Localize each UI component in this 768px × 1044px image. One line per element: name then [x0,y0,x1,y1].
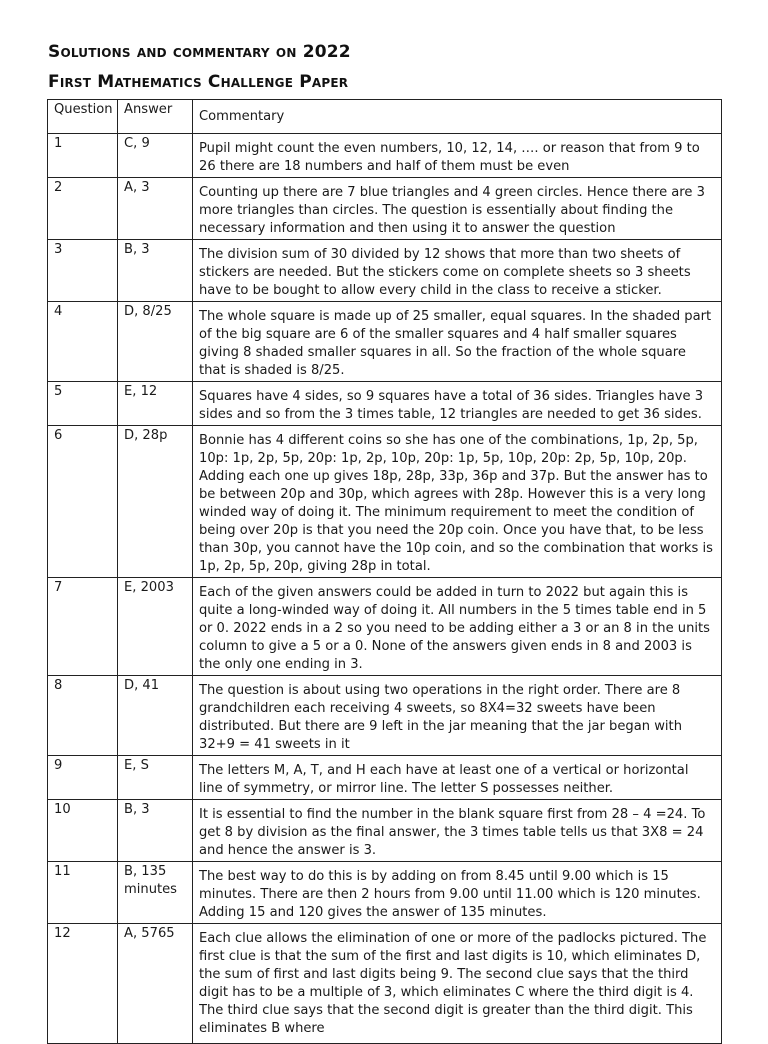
commentary-cell: Bonnie has 4 different coins so she has one of the combinations, 1p, 2p, 5p, 10p: 1p, 2p, 5p, 20p: 1p, 2p, 10p, 20p: 1p, 5p, 10p, 20p: 2p, 5p, 10p, 20p. Adding each one up gives 18p, 28p, 33p, 36p and 37p. But the answer has to be between 20p and 30p, which agrees with 28p. However this is a very long winded way of doing it. The minimum requirement to meet the condition of being over 20p is that you need the 20p coin. Once you have that, to be less than 30p, you cannot have the 10p coin, and so the combination that works is 1p, 2p, 5p, 20p, giving 28p in total. [193,426,722,578]
header-commentary: Commentary [193,100,722,134]
table-row [48,924,722,1044]
table-header-row [48,100,722,134]
answer-cell: B, 3 [118,240,193,302]
table-row [48,178,722,240]
question-number: 4 [48,302,118,382]
question-number: 8 [48,676,118,756]
answer-cell: C, 9 [118,134,193,178]
commentary-cell: The letters M, A, T, and H each have at least one of a vertical or horizontal line of symmetry, or mirror line. The letter S possesses neither. [193,756,722,800]
commentary-cell: The question is about using two operations in the right order. There are 8 grandchildren each receiving 4 sweets, so 8X4=32 sweets have been distributed. But there are 9 left in the jar meaning that the jar began with 32+9 = 41 sweets in it [193,676,722,756]
header-question: Question [48,100,118,134]
solutions-table [47,99,722,1044]
answer-cell: D, 8/25 [118,302,193,382]
answer-cell: E, 2003 [118,578,193,676]
answer-cell: A, 5765 [118,924,193,1044]
answer-cell: E, S [118,756,193,800]
commentary-cell: The best way to do this is by adding on from 8.45 until 9.00 which is 15 minutes. There are then 2 hours from 9.00 until 11.00 which is 120 minutes. Adding 15 and 120 gives the answer of 135 minutes. [193,862,722,924]
commentary-cell: Each of the given answers could be added in turn to 2022 but again this is quite a long-winded way of doing it. All numbers in the 5 times table end in 5 or 0. 2022 ends in a 2 so you need to be adding either a 3 or an 8 in the units column to give a 5 or a 0. None of the answers given ends in 8 and 2003 is the only one ending in 3. [193,578,722,676]
table-row [48,382,722,426]
answer-cell: B, 3 [118,800,193,862]
commentary-cell: Squares have 4 sides, so 9 squares have a total of 36 sides. Triangles have 3 sides and so from the 3 times table, 12 triangles are needed to get 36 sides. [193,382,722,426]
question-number: 12 [48,924,118,1044]
question-number: 6 [48,426,118,578]
question-number: 10 [48,800,118,862]
question-number: 9 [48,756,118,800]
table-row [48,134,722,178]
answer-cell: D, 41 [118,676,193,756]
table-row [48,426,722,578]
question-number: 2 [48,178,118,240]
document-title-line-1: Solutions and commentary on 2022 [48,42,351,62]
commentary-cell [193,924,722,1044]
question-number: 7 [48,578,118,676]
commentary-cell: It is essential to find the number in the blank square first from 28 – 4 =24. To get 8 by division as the final answer, the 3 times table tells us that 3X8 = 24 and hence the answer is 3. [193,800,722,862]
table-row [48,800,722,862]
table-row [48,578,722,676]
answer-cell: B, 135 minutes [118,862,193,924]
table-row [48,302,722,382]
answer-cell: D, 28p [118,426,193,578]
commentary-text: Each clue allows the elimination of one or more of the padlocks pictured. The first clue is that the sum of the first and last digits is 10, which eliminates D, the sum of first and last digits being 9. The second clue says that the third digit has to be a multiple of 3, which eliminates C where the third digit is 4. The third clue says that the second digit is greater than the third digit. This eliminates B where [199,931,707,1036]
question-number: 3 [48,240,118,302]
table-row [48,862,722,924]
commentary-cell: Pupil might count the even numbers, 10, 12, 14, …. or reason that from 9 to 26 there are 18 numbers and half of them must be even [193,134,722,178]
question-number: 11 [48,862,118,924]
table-row [48,756,722,800]
commentary-cell: The whole square is made up of 25 smaller, equal squares. In the shaded part of the big square are 6 of the smaller squares and 4 half smaller squares giving 8 shaded smaller squares in all. So the fraction of the whole square that is shaded is 8/25. [193,302,722,382]
answer-cell: A, 3 [118,178,193,240]
question-number: 5 [48,382,118,426]
commentary-cell: Counting up there are 7 blue triangles and 4 green circles. Hence there are 3 more triangles than circles. The question is essentially about finding the necessary information and then using it to answer the question [193,178,722,240]
commentary-cell: The division sum of 30 divided by 12 shows that more than two sheets of stickers are needed. But the stickers come on complete sheets so 3 sheets have to be bought to allow every child in the class to receive a sticker. [193,240,722,302]
question-number: 1 [48,134,118,178]
table-row [48,676,722,756]
document-title-line-2: First Mathematics Challenge Paper [48,72,349,92]
header-answer: Answer [118,100,193,134]
answer-cell: E, 12 [118,382,193,426]
table-row [48,240,722,302]
